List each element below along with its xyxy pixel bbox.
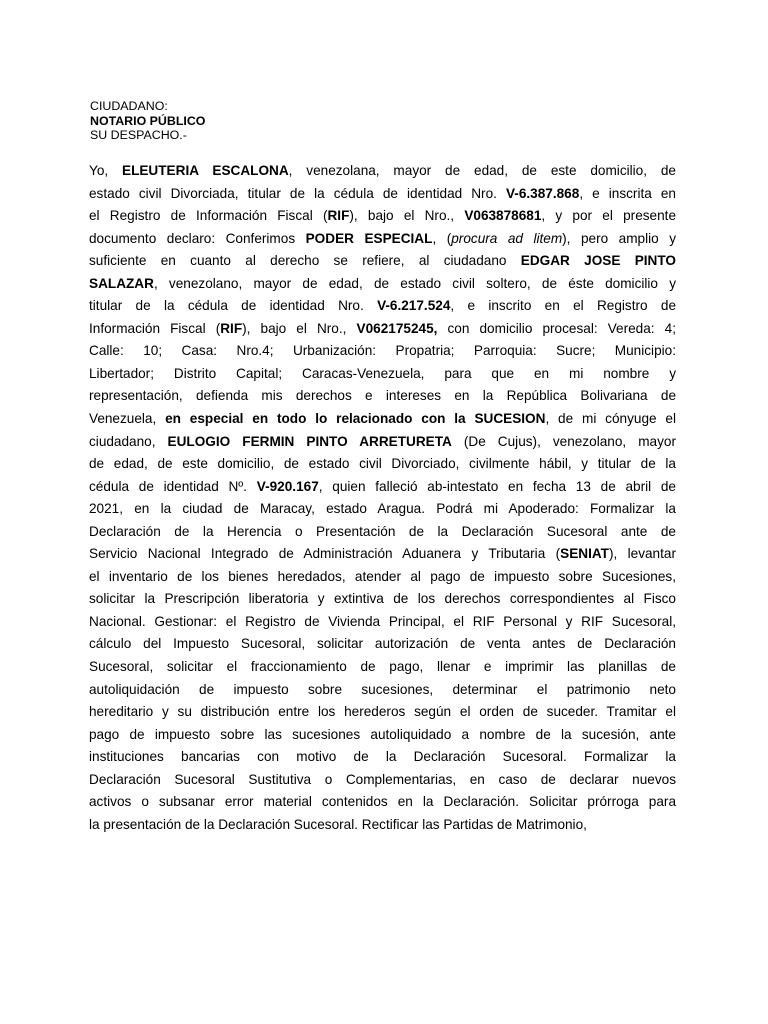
body-text-segment: ciudadano, — [89, 433, 168, 449]
body-text-segment: cédula de identidad Nº. — [89, 478, 257, 494]
body-text-segment: activos o subsanar error material contenidos en la Declaración. Solicitar prórroga para — [89, 794, 676, 810]
body-text-segment: , venezolano, mayor de edad, de estado civil soltero, de éste domicilio y — [153, 275, 676, 291]
body-text-segment: ), levantar — [608, 546, 676, 562]
italic-text: procura ad litem — [451, 230, 563, 246]
body-text-segment: cálculo del Impuesto Sucesoral, solicitar autorización de venta antes de Declaración — [89, 636, 676, 652]
body-line — [89, 340, 676, 363]
body-line — [89, 543, 676, 566]
body-text-segment: la presentación de la Declaración Sucesoral. Rectificar las Partidas de Matrimonio, — [89, 816, 587, 832]
emphasized-text: ELEUTERIA ESCALONA — [122, 163, 289, 178]
body-line — [89, 656, 676, 679]
body-text-segment: el inventario de los bienes heredados, atender al pago de impuesto sobre Sucesiones, — [89, 568, 676, 584]
body-text-segment: Declaración de la Herencia o Presentación de la Declaración Sucesoral ante de — [89, 523, 676, 539]
body-line — [89, 701, 676, 724]
body-line — [89, 633, 676, 656]
emphasized-text: V063878681 — [464, 208, 542, 224]
emphasized-text: SALAZAR — [89, 275, 154, 291]
body-line — [89, 205, 676, 228]
body-text-segment: Información Fiscal ( — [89, 320, 221, 336]
emphasized-text: en especial en todo lo relacionado con la SUCESION — [165, 411, 546, 427]
body-text-segment: pago de impuesto sobre las sucesiones autoliquidado a nombre de la sucesión, ante — [89, 726, 676, 742]
emphasized-text: V-920.167 — [256, 478, 319, 494]
body-text-segment: representación, defienda mis derechos e intereses en la República Bolivariana de — [89, 388, 676, 404]
addressee-line-citizen: CIUDADANO: — [90, 99, 168, 113]
body-text-segment: titular de la cédula de identidad Nro. — [89, 298, 378, 314]
body-line — [89, 250, 676, 273]
body-text-segment: ), pero amplio y — [562, 230, 676, 246]
body-text-segment: Nacional. Gestionar: el Registro de Vivienda Principal, el RIF Personal y RIF Sucesoral, — [89, 613, 676, 629]
body-line — [89, 295, 676, 318]
body-line — [89, 476, 676, 499]
body-line — [89, 385, 676, 408]
body-text-segment: , de mi cónyuge el — [545, 411, 676, 427]
body-line — [89, 453, 676, 476]
body-text-segment: , quien falleció ab-intestato en fecha 13 de abril de — [318, 478, 676, 494]
body-text-segment: , e inscrito en el Registro de — [450, 298, 677, 314]
body-text-segment: Venezuela, — [89, 411, 166, 427]
body-text-segment: Libertador; Distrito Capital; Caracas-Venezuela, para que en mi nombre y — [89, 365, 676, 381]
body-line — [89, 363, 676, 386]
body-text-segment: , y por el presente — [541, 208, 677, 224]
body-text-segment: documento declaro: Conferimos — [89, 230, 306, 246]
body-text-segment: 2021, en la ciudad de Maracay, estado Aragua. Podrá mi Apoderado: Formalizar la — [89, 501, 676, 517]
body-text-segment: ), bajo el Nro., — [349, 208, 465, 224]
emphasized-text: EULOGIO FERMIN PINTO ARRETURETA — [167, 433, 452, 449]
body-line — [89, 724, 676, 747]
body-line — [89, 160, 676, 183]
body-line — [89, 814, 676, 837]
emphasized-text: SENIAT — [560, 546, 609, 562]
body-text-segment: Servicio Nacional Integrado de Administración Aduanera y Tributaria ( — [89, 546, 561, 562]
body-text-segment: , venezolana, mayor de edad, de este domicilio, de — [288, 163, 676, 178]
power-of-attorney-body — [89, 160, 676, 836]
body-text-segment: el Registro de Información Fiscal ( — [89, 208, 328, 224]
body-line — [89, 408, 676, 431]
body-text-segment: , ( — [432, 230, 452, 246]
body-text-segment: estado civil Divorciada, titular de la cédula de identidad Nro. — [89, 185, 506, 201]
emphasized-text: V062175245, — [356, 320, 438, 336]
body-line — [89, 498, 676, 521]
emphasized-text: EDGAR JOSE PINTO — [520, 253, 676, 269]
body-line — [89, 318, 676, 341]
emphasized-text: RIF — [327, 208, 350, 224]
body-text-segment: hereditario y su distribución entre los herederos según el orden de suceder. Tramitar el — [89, 704, 676, 720]
body-text-segment: Sucesoral, solicitar el fraccionamiento de pago, llenar e imprimir las planillas de — [89, 659, 676, 675]
body-text-segment: Calle: 10; Casa: Nro.4; Urbanización: Propatria; Parroquia: Sucre; Municipio: — [89, 343, 676, 359]
emphasized-text: RIF — [220, 320, 243, 336]
body-line — [89, 431, 676, 454]
body-line — [89, 521, 676, 544]
addressee-line-office: SU DESPACHO.- — [90, 128, 187, 142]
emphasized-text: PODER ESPECIAL — [305, 230, 433, 246]
body-text-segment: , e inscrita en — [579, 185, 676, 201]
body-text-segment: Yo, — [89, 163, 122, 178]
body-text-segment: ), bajo el Nro., — [242, 320, 357, 336]
body-text-segment: de edad, de este domicilio, de estado civil Divorciado, civilmente hábil, y titular de la — [89, 456, 676, 472]
body-line — [89, 611, 676, 634]
body-text-segment: instituciones bancarias con motivo de la Declaración Sucesoral. Formalizar la — [89, 749, 676, 765]
body-line — [89, 588, 676, 611]
body-text-segment: con domicilio procesal: Vereda: 4; — [437, 320, 676, 336]
body-line — [89, 273, 676, 296]
body-text-segment: autoliquidación de impuesto sobre sucesiones, determinar el patrimonio neto — [89, 681, 676, 697]
emphasized-text: V-6.387.868 — [505, 185, 580, 201]
emphasized-text: V-6.217.524 — [377, 298, 451, 314]
body-text-segment: solicitar la Prescripción liberatoria y extintiva de los derechos correspondientes al Fisco — [89, 591, 676, 607]
body-line — [89, 566, 676, 589]
body-text-segment: suficiente en cuanto al derecho se refiere, al ciudadano — [89, 253, 521, 269]
addressee-line-notary: NOTARIO PÚBLICO — [90, 113, 206, 128]
body-line — [89, 228, 676, 251]
addressee-block — [90, 99, 690, 143]
body-text-segment: (De Cujus), venezolano, mayor — [451, 433, 676, 449]
body-line — [89, 769, 676, 792]
body-text-segment: Declaración Sucesoral Sustitutiva o Complementarias, en caso de declarar nuevos — [89, 771, 676, 787]
body-line — [89, 791, 676, 814]
body-line — [89, 183, 676, 206]
body-line — [89, 746, 676, 769]
body-line — [89, 679, 676, 702]
